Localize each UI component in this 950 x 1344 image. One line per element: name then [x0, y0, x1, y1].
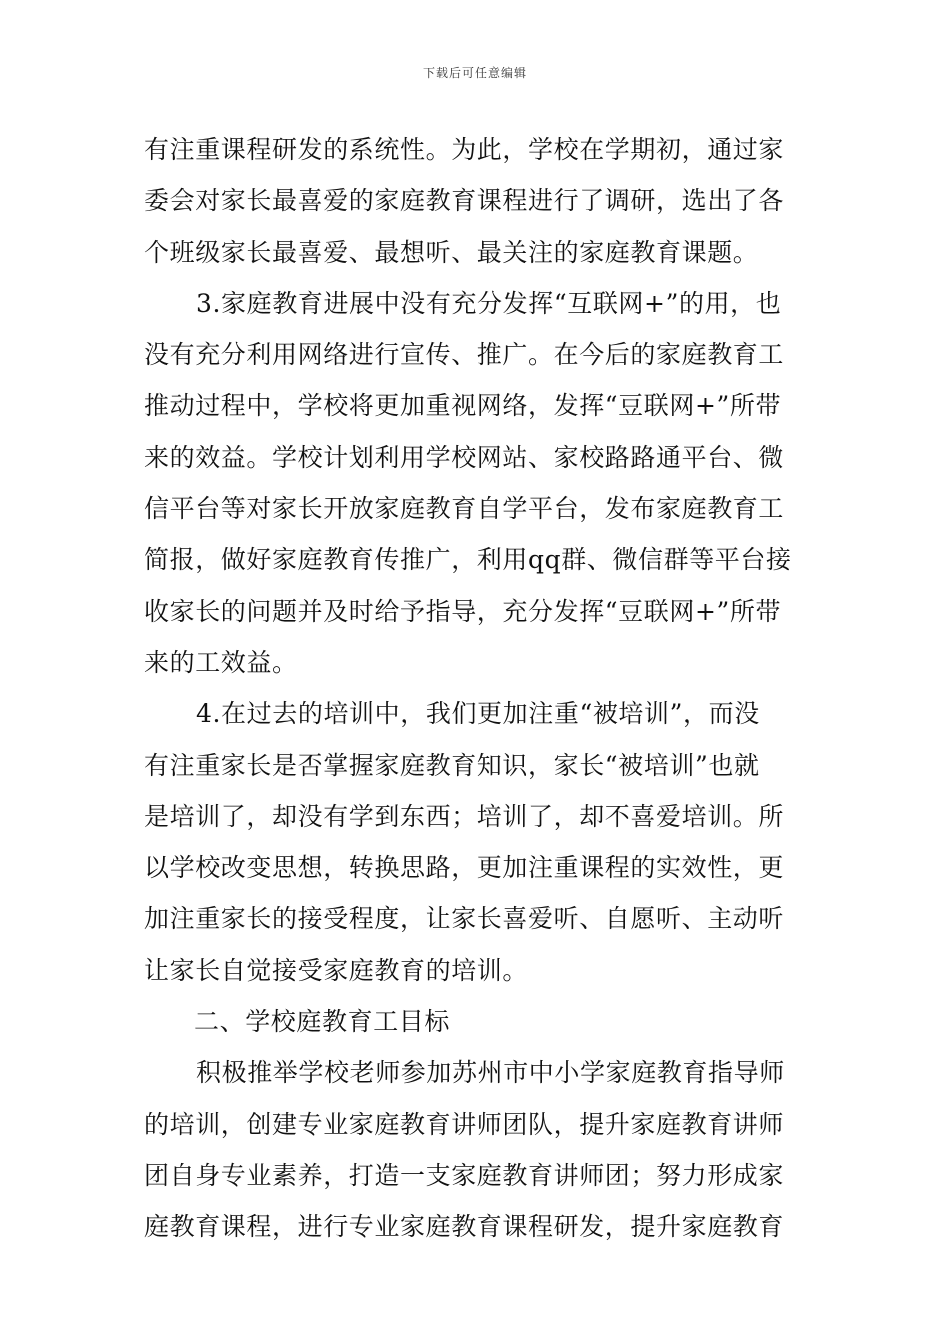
text-line: 有注重家长是否掌握家庭教育知识，家长“被培训”也就: [144, 750, 760, 780]
paragraph-start-line: 4.在过去的培训中，我们更加注重“被培训”，而没: [196, 699, 760, 729]
text-line: 有注重课程研发的系统性。为此，学校在学期初，通过家: [144, 135, 785, 164]
text-line: 团自身专业素养，打造一支家庭教育讲师团；努力形成家: [144, 1160, 785, 1190]
text-line: 简报，做好家庭教育传推广，利用qq群、微信群等平台接: [144, 545, 792, 575]
text-line: 庭教育课程，进行专业家庭教育课程研发，提升家庭教育: [144, 1212, 785, 1242]
text-line: 信平台等对家长开放家庭教育自学平台，发布家庭教育工: [144, 494, 785, 524]
text-line: 让家长自觉接受家庭教育的培训。: [144, 955, 529, 985]
text-line: 是培训了，却没有学到东西；培训了，却不喜爱培训。所: [144, 801, 785, 831]
text-line: 以学校改变思想，转换思路，更加注重课程的实效性，更: [144, 853, 785, 883]
text-line: 来的效益。学校计划利用学校网站、家校路路通平台、微: [144, 442, 785, 472]
text-line: 没有充分利用网络进行宣传、推广。在今后的家庭教育工: [144, 340, 785, 370]
section-heading: 二、学校庭教育工目标: [194, 1007, 451, 1037]
text-line: 个班级家长最喜爱、最想听、最关注的家庭教育课题。: [144, 237, 759, 267]
paragraph-start-line: 积极推举学校老师参加苏州市中小学家庭教育指导师: [196, 1058, 785, 1088]
text-line: 推动过程中，学校将更加重视网络，发挥“豆联网+”所带: [144, 391, 782, 421]
text-line: 委会对家长最喜爱的家庭教育课程进行了调研，选出了各: [144, 186, 785, 216]
text-line: 的培训，创建专业家庭教育讲师团队，提升家庭教育讲师: [144, 1109, 785, 1139]
text-line: 收家长的问题并及时给予指导，充分发挥“豆联网+”所带: [144, 596, 782, 626]
page-header-note: 下载后可任意编辑: [422, 66, 527, 80]
paragraph-start-line: 3.家庭教育进展中没有充分发挥“互联网+”的用，也: [196, 288, 782, 318]
text-line: 来的工效益。: [144, 647, 298, 677]
text-line: 加注重家长的接受程度，让家长喜爱听、自愿听、主动听: [144, 904, 785, 934]
document-body: [144, 124, 808, 1253]
